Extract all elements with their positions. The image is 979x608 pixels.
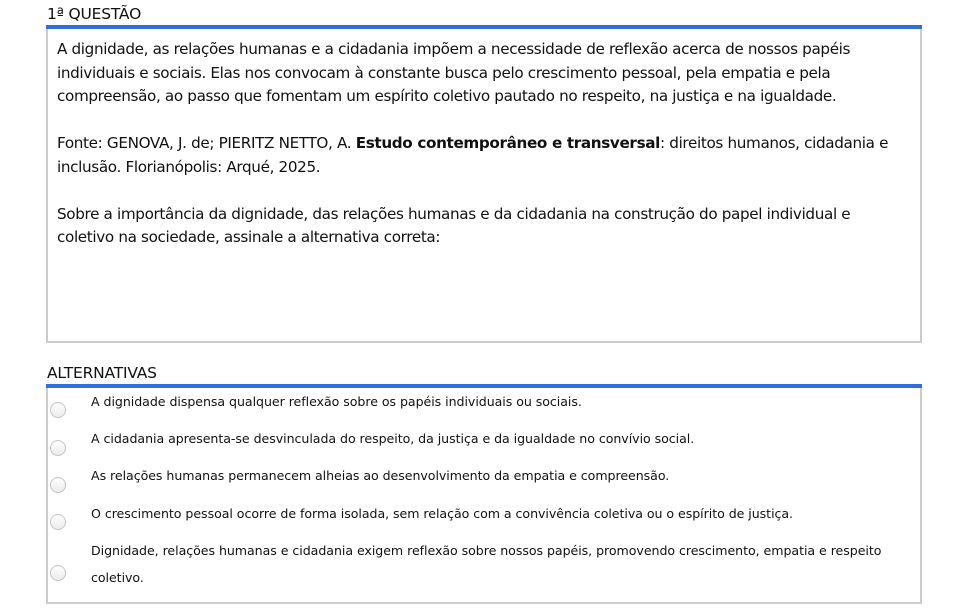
question-title: 1ª QUESTÃO xyxy=(47,5,142,23)
alternative-a[interactable] xyxy=(48,388,920,425)
question-paragraph: A dignidade, as relações humanas e a cidadania impõem a necessidade de reflexão acerca de nossos papéis individuais e sociais. Elas nos convocam à constante busca pelo crescimento pessoal, pela empatia e pela compreensão, ao passo que fomentam um espírito coletivo pautado no respeito, na justiça e na igualdade. xyxy=(57,40,851,105)
alternative-a-label[interactable]: A dignidade dispensa qualquer reflexão sobre os papéis individuais ou sociais. xyxy=(91,394,582,409)
alternative-c-label[interactable]: As relações humanas permanecem alheias ao desenvolvimento da empatia e compreensão. xyxy=(91,468,670,483)
source-suffix: : direitos humanos, cidadania e inclusão. Florianópolis: Arqué, 2025. xyxy=(57,134,889,176)
question-body xyxy=(57,38,910,250)
alternative-d-label[interactable]: O crescimento pessoal ocorre de forma isolada, sem relação com a convivência coletiva ou o espírito de justiça. xyxy=(91,506,794,521)
alternative-d[interactable] xyxy=(48,500,920,537)
radio-button-c[interactable] xyxy=(50,477,66,493)
radio-button-b[interactable] xyxy=(50,440,66,456)
alternative-b-label[interactable]: A cidadania apresenta-se desvinculada do respeito, da justiça e da igualdade no convívio social. xyxy=(91,431,695,446)
question-prompt: Sobre a importância da dignidade, das relações humanas e da cidadania na construção do papel individual e coletivo na sociedade, assinale a alternativa correta: xyxy=(57,204,851,246)
alternatives-title: ALTERNATIVAS xyxy=(47,364,157,382)
alternative-e-label[interactable]: Dignidade, relações humanas e cidadania exigem reflexão sobre nossos papéis, promovendo crescimento, empatia e respeito coletivo. xyxy=(91,543,882,585)
question-source xyxy=(57,132,910,179)
source-bold-title: Estudo contemporâneo e transversal xyxy=(355,134,661,152)
alternative-c[interactable] xyxy=(48,462,920,499)
question-box xyxy=(46,29,922,343)
radio-button-e[interactable] xyxy=(50,565,66,581)
alternative-b[interactable] xyxy=(48,425,920,462)
radio-button-d[interactable] xyxy=(50,514,66,530)
alternative-e[interactable] xyxy=(48,537,920,599)
source-prefix: Fonte: GENOVA, J. de; PIERITZ NETTO, A. xyxy=(57,134,356,152)
radio-button-a[interactable] xyxy=(50,402,66,418)
alternatives-box xyxy=(46,388,922,604)
